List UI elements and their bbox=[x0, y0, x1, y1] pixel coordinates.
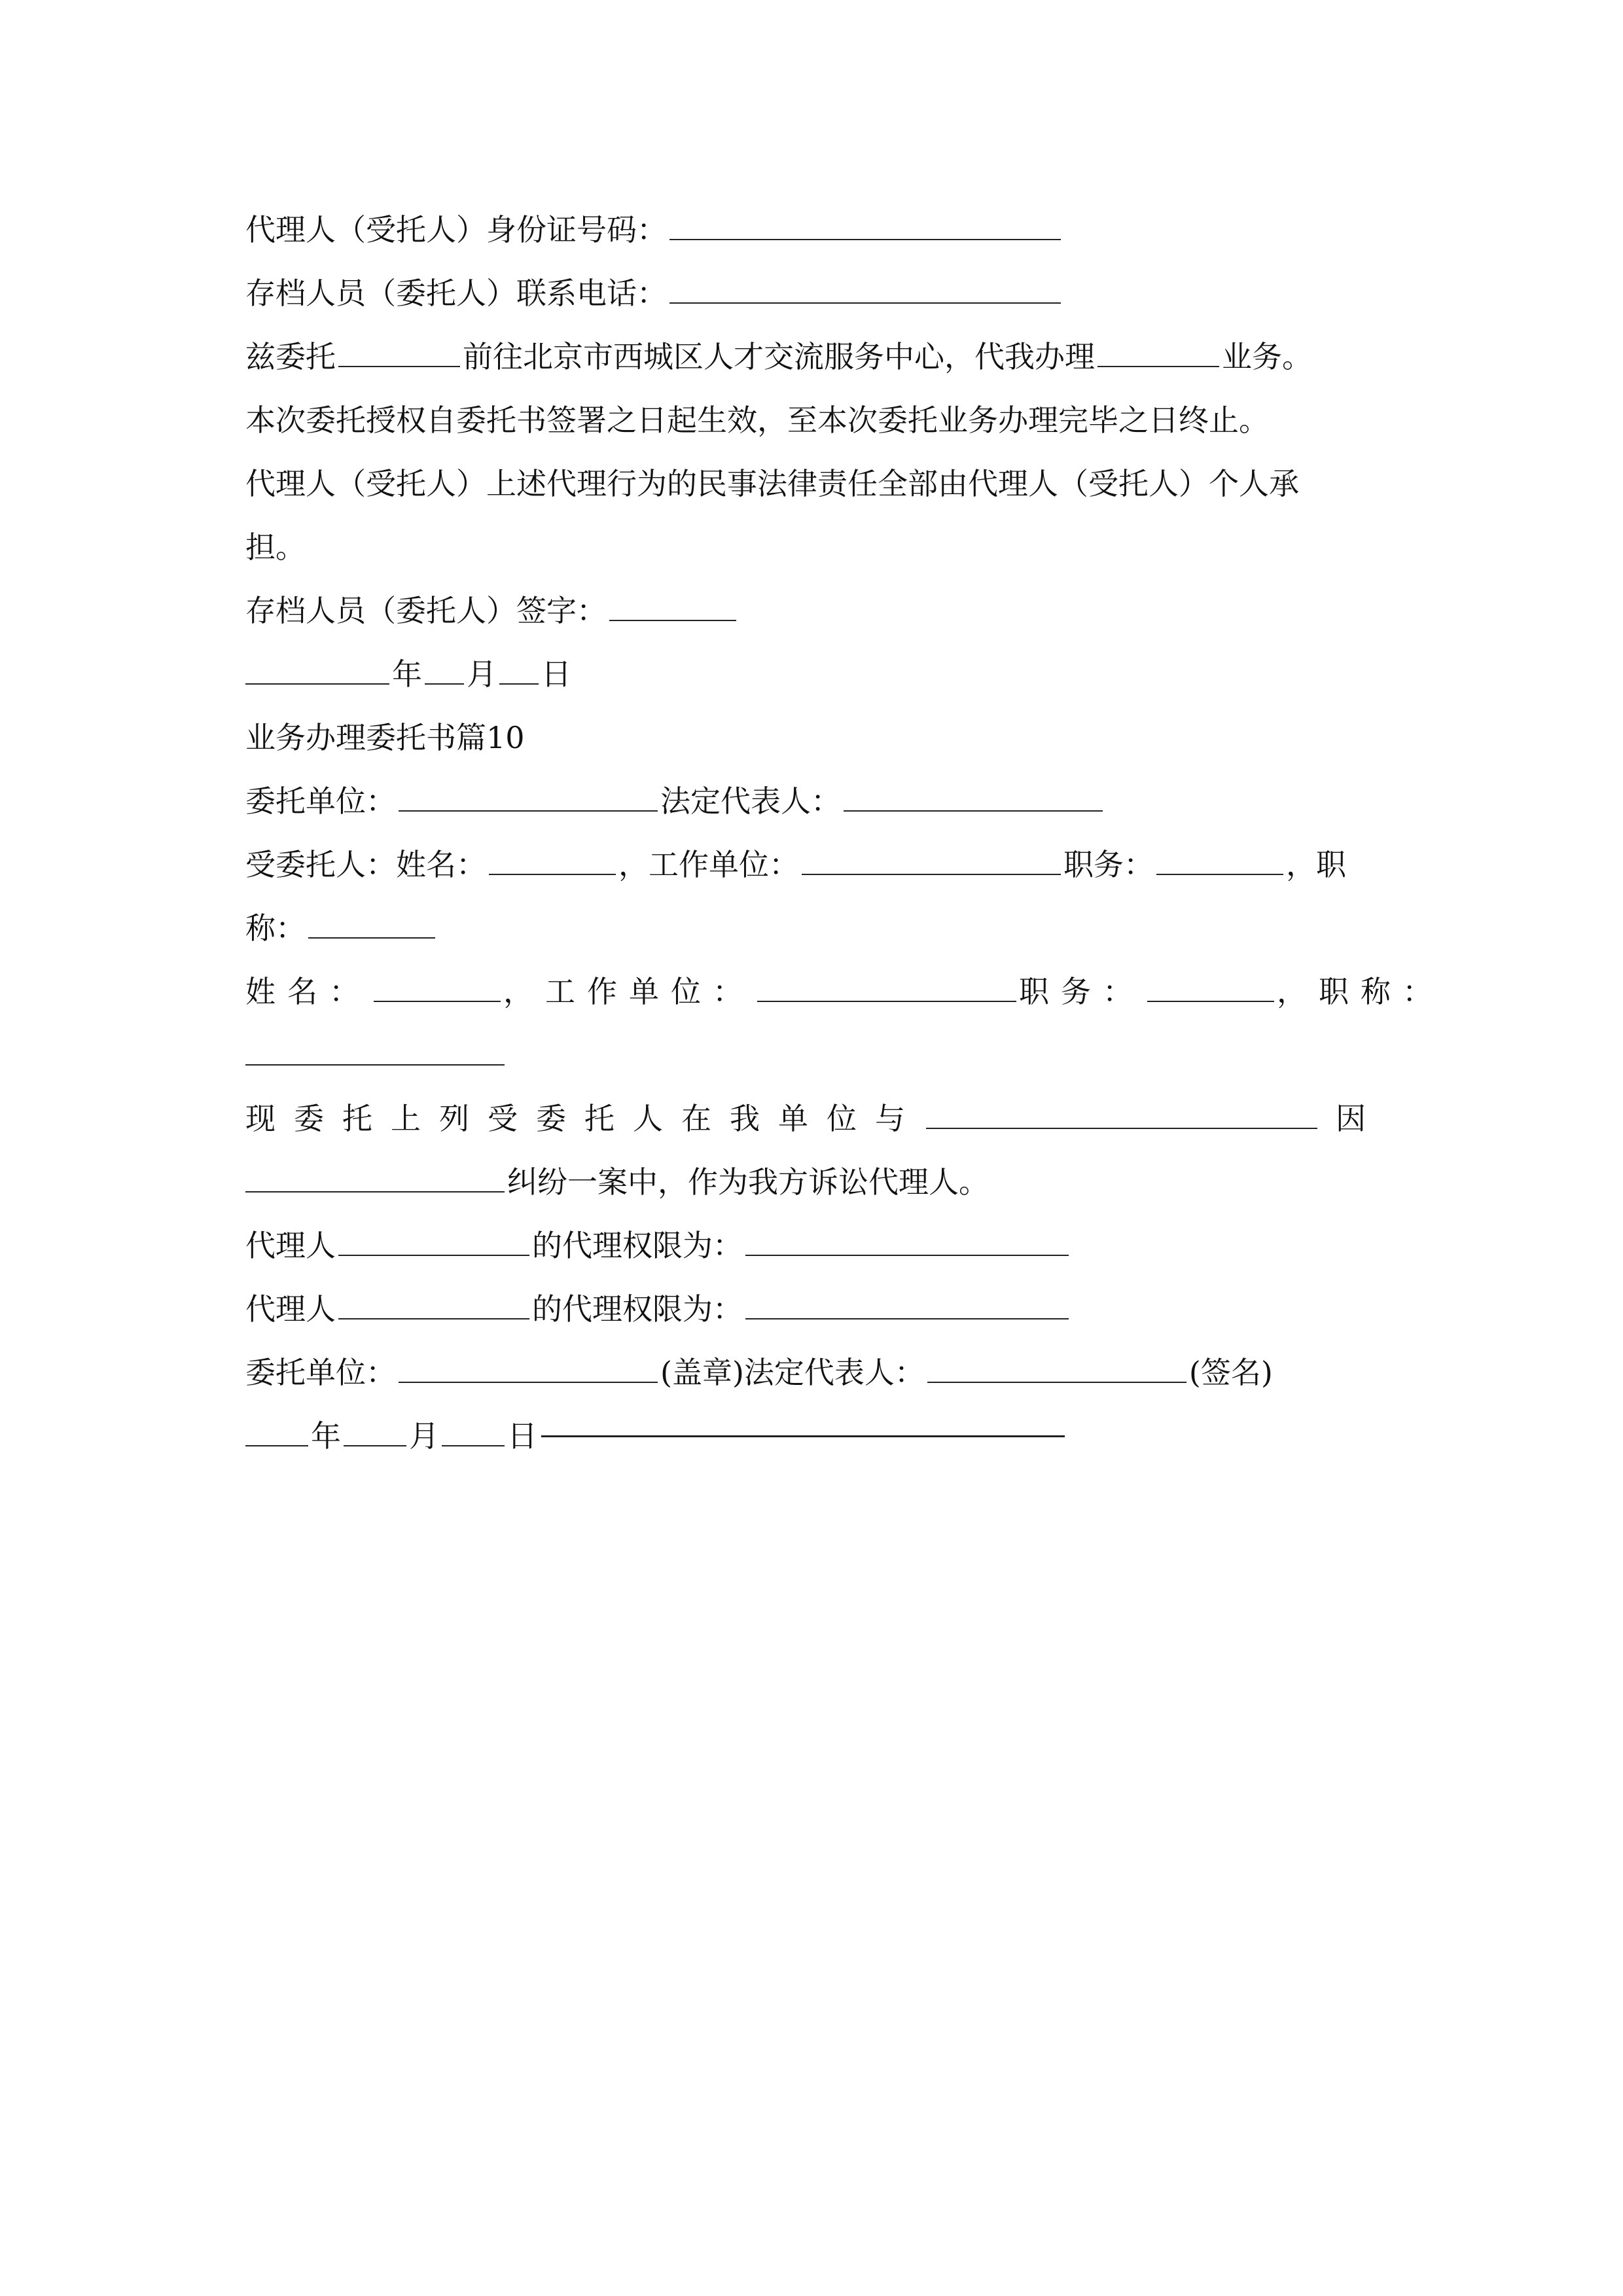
date1-month-blank[interactable] bbox=[425, 651, 464, 685]
date1-month-label: 月 bbox=[467, 656, 497, 692]
signature-line bbox=[245, 1341, 1273, 1405]
archivist-phone-line bbox=[245, 262, 1063, 325]
agent2-authority-blank[interactable] bbox=[745, 1285, 1069, 1319]
date2-month-label: 月 bbox=[409, 1418, 439, 1454]
appointment-part1: 现委托上列受委托人在我单位与 bbox=[245, 1101, 923, 1136]
archivist-phone-blank[interactable] bbox=[669, 270, 1061, 304]
date-line-1 bbox=[245, 643, 571, 706]
entrust-business-blank[interactable] bbox=[1097, 333, 1219, 367]
agent-id-line bbox=[245, 198, 1063, 262]
trustee-name-label: 受委托人：姓名： bbox=[245, 847, 486, 882]
date1-day-blank[interactable] bbox=[499, 651, 539, 685]
legal-rep-blank[interactable] bbox=[844, 778, 1103, 812]
entrust-part3: 业务。 bbox=[1222, 339, 1312, 374]
trustee-position-blank[interactable] bbox=[1156, 841, 1283, 875]
entrusting-unit-label: 委托单位： bbox=[245, 783, 396, 819]
signature-sign-label: (签名) bbox=[1188, 1355, 1273, 1390]
entrust-agent-blank[interactable] bbox=[338, 333, 460, 367]
signature-seal-label: (盖章)法定代表人： bbox=[660, 1355, 925, 1390]
date1-year-blank[interactable] bbox=[245, 651, 389, 685]
entrust-line bbox=[245, 325, 1312, 389]
validity-line bbox=[245, 389, 1269, 452]
date1-year-label: 年 bbox=[392, 656, 422, 692]
section-title bbox=[245, 706, 525, 770]
trustee-position-label: 职务： bbox=[1063, 847, 1154, 882]
agent2-label: 代理人 bbox=[245, 1291, 336, 1327]
dispute-cause-blank[interactable] bbox=[245, 1158, 505, 1193]
signature-legal-rep-blank[interactable] bbox=[927, 1349, 1186, 1383]
separator-dash-line bbox=[541, 1435, 1065, 1437]
agent-authority-line-2 bbox=[245, 1278, 1071, 1341]
entrust-part1: 兹委托 bbox=[245, 339, 336, 374]
agent2-name-blank[interactable] bbox=[338, 1285, 529, 1319]
dispute-line bbox=[245, 1151, 989, 1214]
trustee-title-blank[interactable] bbox=[308, 905, 435, 939]
second-trustee-workplace-label: ，工作单位： bbox=[503, 974, 755, 1009]
archivist-phone-label: 存档人员（委托人）联系电话： bbox=[245, 276, 667, 311]
signature-unit-blank[interactable] bbox=[399, 1349, 658, 1383]
appointment-line bbox=[245, 1087, 1366, 1151]
second-trustee-title-line bbox=[245, 1024, 507, 1087]
second-trustee-title-blank[interactable] bbox=[245, 1031, 505, 1066]
trustee-workplace-label: ，工作单位： bbox=[618, 847, 799, 882]
date2-day-label: 日 bbox=[507, 1418, 537, 1454]
agent1-authority-blank[interactable] bbox=[745, 1222, 1069, 1256]
date-line-2 bbox=[245, 1405, 1065, 1468]
trustee-line bbox=[245, 833, 1346, 897]
agent1-label: 代理人 bbox=[245, 1228, 336, 1263]
second-trustee-name-blank[interactable] bbox=[374, 968, 501, 1002]
date2-month-blank[interactable] bbox=[344, 1412, 406, 1446]
archivist-signature-label: 存档人员（委托人）签字： bbox=[245, 593, 607, 628]
trustee-name-blank[interactable] bbox=[489, 841, 616, 875]
entrust-part2: 前往北京市西城区人才交流服务中心，代我办理 bbox=[463, 339, 1095, 374]
second-trustee-line bbox=[245, 960, 1444, 1024]
trustee-title-label: ，职 bbox=[1286, 847, 1346, 882]
validity-text: 本次委托授权自委托书签署之日起生效，至本次委托业务办理完毕之日终止。 bbox=[245, 403, 1269, 438]
agent-id-blank[interactable] bbox=[669, 206, 1061, 240]
archivist-signature-line bbox=[245, 579, 739, 643]
liability-text: 代理人（受托人）上述代理行为的民事法律责任全部由代理人（受托人）个人承 bbox=[245, 466, 1299, 501]
liability-text-cont: 担。 bbox=[245, 529, 306, 565]
liability-line-cont bbox=[245, 516, 306, 579]
date1-day-label: 日 bbox=[541, 656, 571, 692]
date2-day-blank[interactable] bbox=[442, 1412, 505, 1446]
second-trustee-position-label: 职务： bbox=[1019, 974, 1145, 1009]
signature-unit-label: 委托单位： bbox=[245, 1355, 396, 1390]
dispute-text: 纠纷一案中，作为我方诉讼代理人。 bbox=[507, 1164, 989, 1200]
agent-authority-line-1 bbox=[245, 1214, 1071, 1278]
agent-id-label: 代理人（受托人）身份证号码： bbox=[245, 212, 667, 247]
second-trustee-position-blank[interactable] bbox=[1147, 968, 1274, 1002]
agent1-name-blank[interactable] bbox=[338, 1222, 529, 1256]
date2-year-label: 年 bbox=[311, 1418, 341, 1454]
trustee-workplace-blank[interactable] bbox=[802, 841, 1061, 875]
archivist-signature-blank[interactable] bbox=[609, 587, 736, 621]
appointment-party-blank[interactable] bbox=[926, 1095, 1317, 1129]
second-trustee-workplace-blank[interactable] bbox=[757, 968, 1016, 1002]
entrusting-unit-line bbox=[245, 770, 1105, 833]
liability-line bbox=[245, 452, 1299, 516]
section-title-text: 业务办理委托书篇10 bbox=[245, 720, 525, 755]
agent2-authority-label: 的代理权限为： bbox=[532, 1291, 743, 1327]
agent1-authority-label: 的代理权限为： bbox=[532, 1228, 743, 1263]
second-trustee-name-label: 姓名： bbox=[245, 974, 371, 1009]
legal-rep-label: 法定代表人： bbox=[660, 783, 841, 819]
appointment-part2: 因 bbox=[1336, 1101, 1366, 1136]
date2-year-blank[interactable] bbox=[245, 1412, 308, 1446]
trustee-title-label-cont: 称： bbox=[245, 910, 306, 946]
entrusting-unit-blank[interactable] bbox=[399, 778, 658, 812]
second-trustee-title-label: ，职称： bbox=[1277, 974, 1444, 1009]
trustee-title-line bbox=[245, 897, 438, 960]
